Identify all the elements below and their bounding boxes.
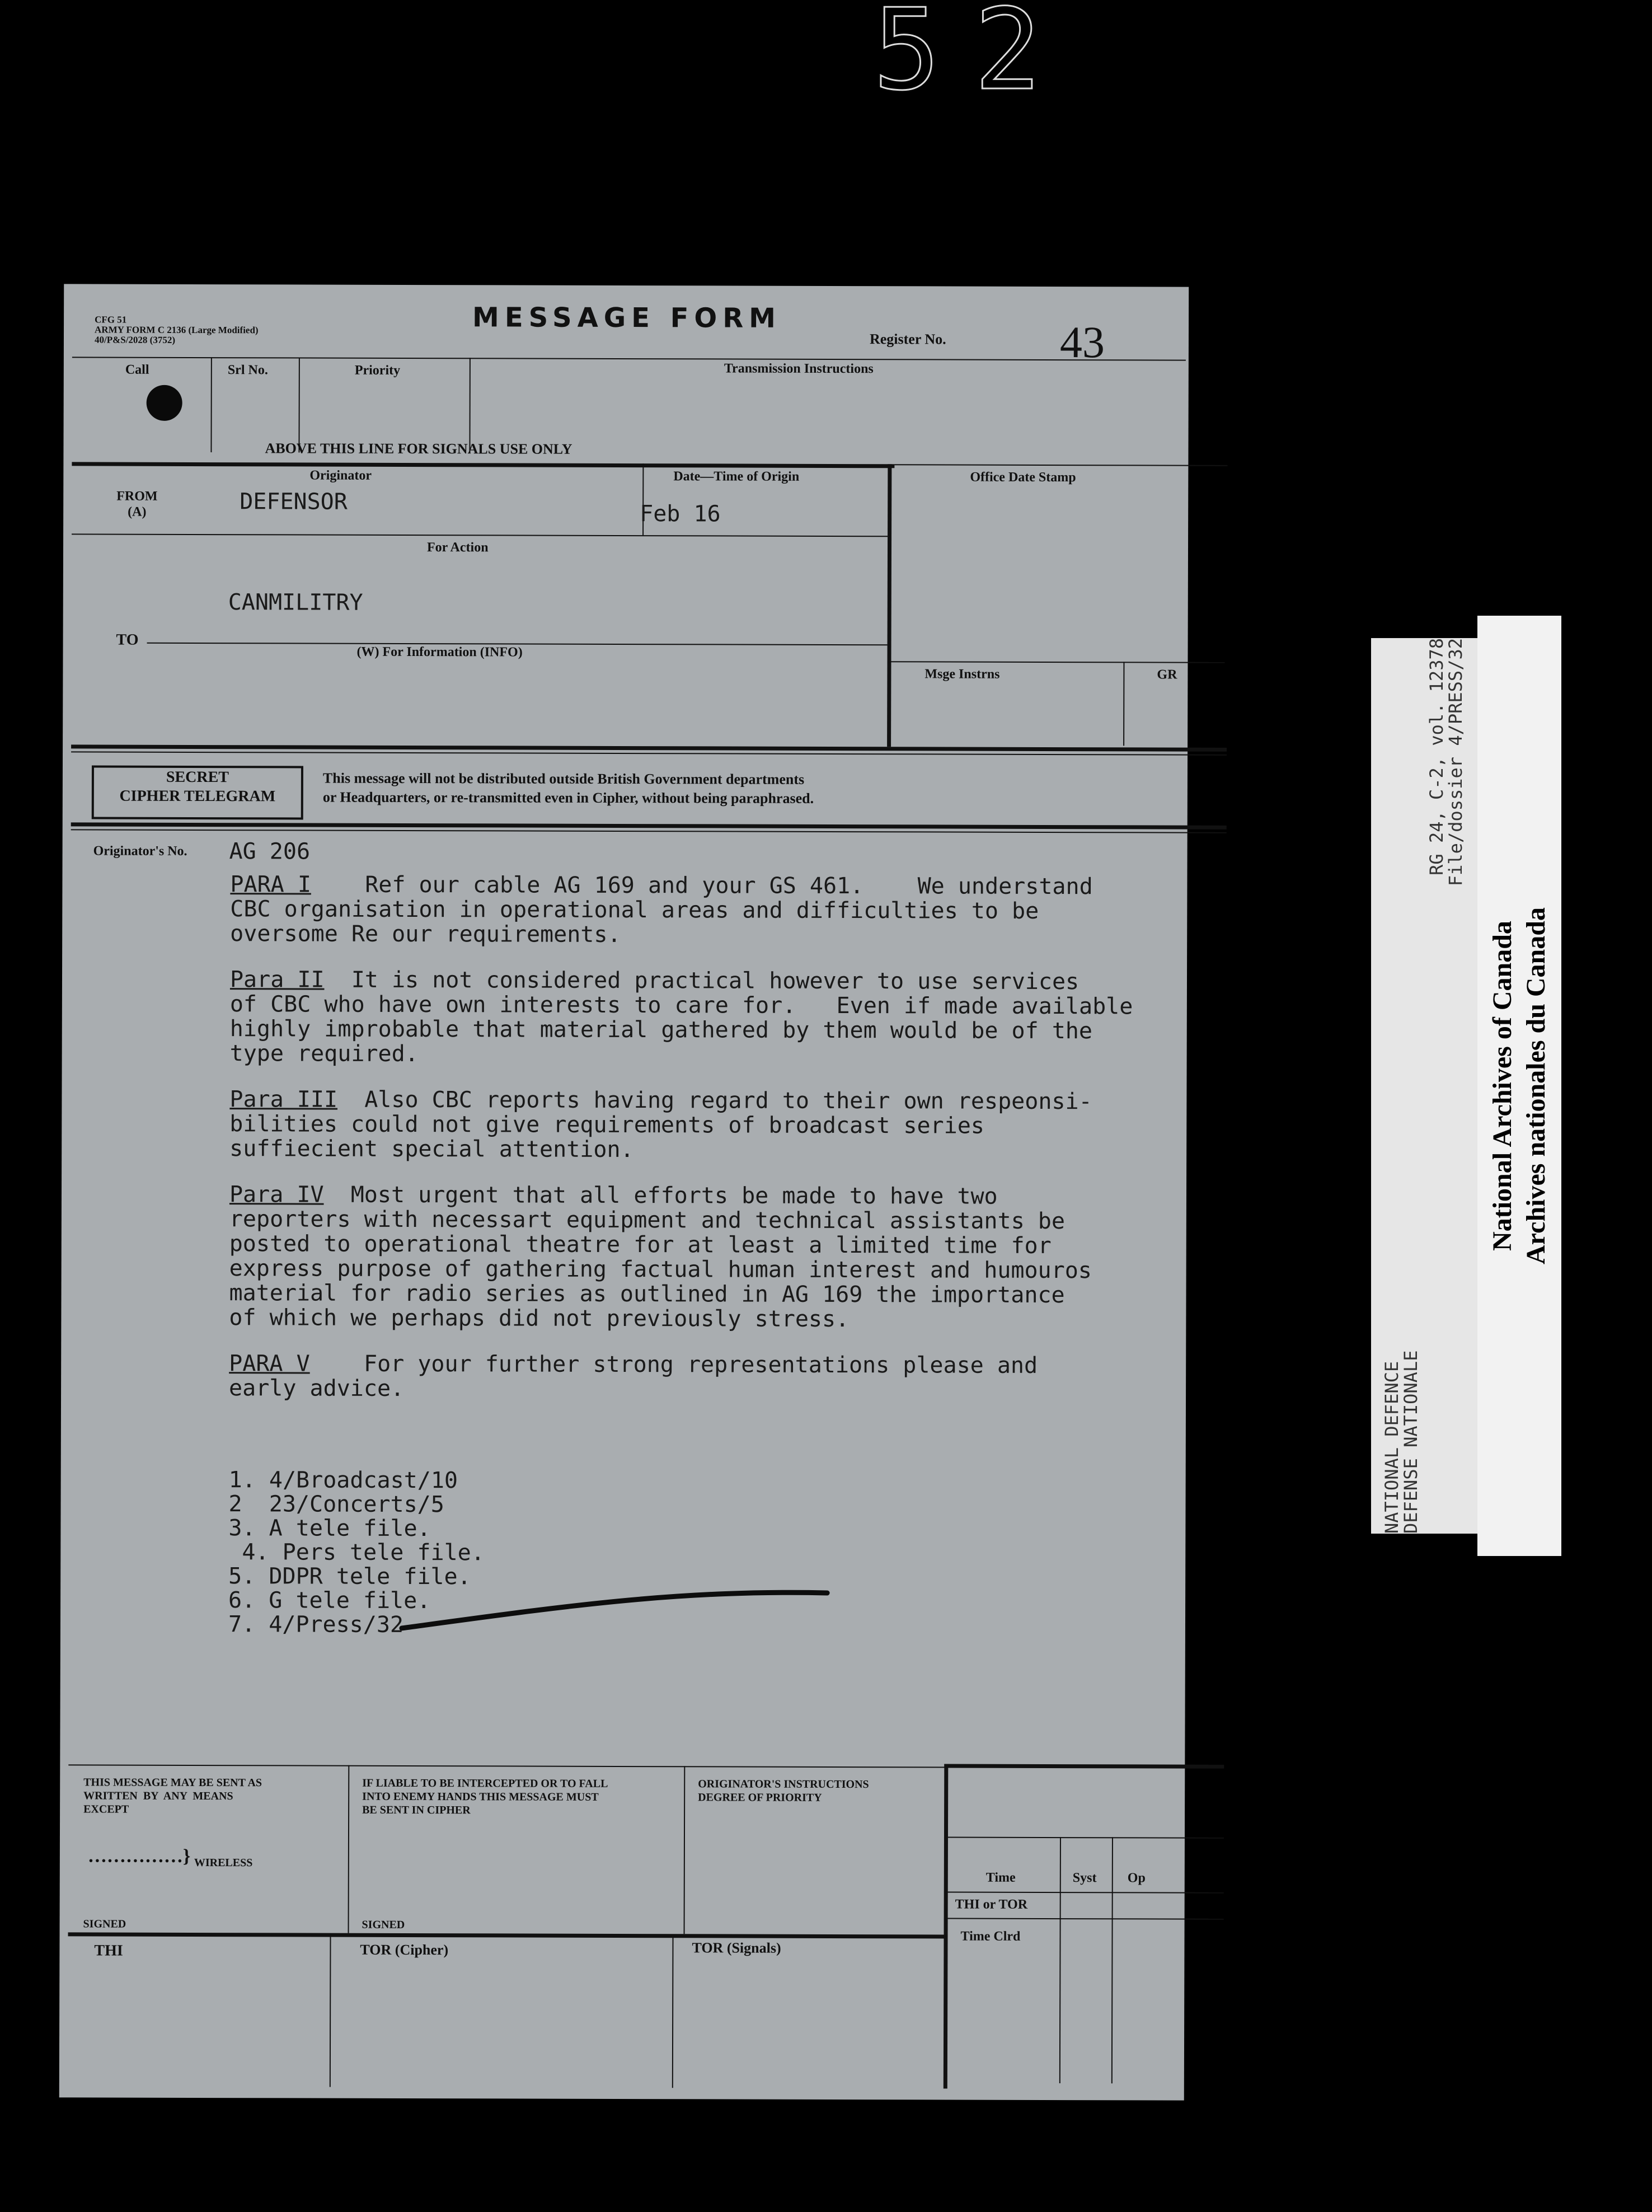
distribution-item: 4. Pers tele file. bbox=[228, 1539, 485, 1566]
archive-name-en: National Archives of Canada bbox=[1487, 921, 1517, 1251]
register-number: 43 bbox=[1059, 318, 1105, 368]
distribution-item: 6. G tele file. bbox=[228, 1587, 431, 1614]
paragraph-text: For your further strong representations please and early advice. bbox=[229, 1351, 1038, 1402]
call-header: Call bbox=[125, 362, 149, 377]
archive-name-label bbox=[1477, 616, 1561, 1556]
syst-header: Syst bbox=[1072, 1871, 1097, 1886]
brace: ……………} bbox=[87, 1845, 191, 1867]
gr-label: GR bbox=[1157, 667, 1177, 682]
distribution-item: 3. A tele file. bbox=[228, 1515, 431, 1542]
from-label: FROM (A) bbox=[116, 489, 158, 519]
form-code-line: CFG 51 bbox=[95, 314, 127, 325]
paragraph-label: PARA V bbox=[229, 1351, 310, 1377]
for-action-label: For Action bbox=[426, 540, 489, 555]
wireless-label: WIRELESS bbox=[194, 1856, 253, 1869]
op-header: Op bbox=[1127, 1871, 1146, 1886]
tor-cipher-label: TOR (Cipher) bbox=[360, 1941, 449, 1958]
transmission-header: Transmission Instructions bbox=[724, 361, 874, 377]
archive-reference-label bbox=[1371, 638, 1477, 1534]
department-line: NATIONAL DEFENCE bbox=[1381, 1361, 1402, 1534]
time-header: Time bbox=[985, 1870, 1016, 1885]
distribution-item: 1. 4/Broadcast/10 bbox=[228, 1467, 458, 1494]
reference-line: File/dossier 4/PRESS/32 bbox=[1445, 638, 1466, 887]
thi-tor-label: THI or TOR bbox=[955, 1897, 1028, 1912]
paragraph-label: PARA I bbox=[230, 871, 311, 898]
originator-value: DEFENSOR bbox=[240, 489, 348, 515]
pen-stroke bbox=[59, 284, 1189, 2100]
register-label: Register No. bbox=[869, 331, 946, 348]
info-label: (W) For Information (INFO) bbox=[356, 644, 523, 660]
form-code-line: ARMY FORM C 2136 (Large Modified) bbox=[95, 324, 259, 336]
secret-notice: This message will not be distributed outside British Government departments or Headquarters, or re-transmitted even in Cipher, without being paraphrased. bbox=[322, 770, 814, 807]
signed-label: SIGNED bbox=[83, 1918, 126, 1930]
distribution-item: 7. 4/Press/32 bbox=[228, 1611, 404, 1638]
archive-name-fr: Archives nationales du Canada bbox=[1521, 907, 1551, 1264]
paragraph-text: Also CBC reports having regard to their own respeonsi- bilities could not give requirements of broadcast series suffiecient special attention. bbox=[229, 1086, 1092, 1163]
signals-use-line: ABOVE THIS LINE FOR SIGNALS USE ONLY bbox=[265, 440, 572, 457]
reference-line: RG 24, C-2, vol. 12378 bbox=[1426, 638, 1447, 875]
paragraph-text: Most urgent that all efforts be made to have two reporters with necessart equipment and technical assistants be posted to operational theatre for at least a limited time for express purpose of gathering factual human interest and humouros material for radio series as outlined in AG 169 the importance of which we perhaps did not previously stress. bbox=[229, 1182, 1092, 1333]
distribution-item: 2 23/Concerts/5 bbox=[228, 1491, 444, 1518]
reference-lines bbox=[1427, 638, 1465, 886]
date-value: Feb 16 bbox=[640, 501, 721, 527]
originators-no-label: Originator's No. bbox=[93, 843, 187, 859]
msge-instrns-label: Msge Instrns bbox=[924, 667, 1000, 682]
form-title: MESSAGE FORM bbox=[472, 302, 782, 334]
message-form-sheet bbox=[59, 284, 1189, 2100]
form-code-line: 40/P&S/2028 (3752) bbox=[94, 334, 176, 345]
srl-header: Srl No. bbox=[227, 363, 268, 378]
cipher-telegram-label: CIPHER TELEGRAM bbox=[119, 787, 276, 805]
signed-label: SIGNED bbox=[362, 1918, 405, 1931]
cipher-instruction: IF LIABLE TO BE INTERCEPTED OR TO FALL INTO ENEMY HANDS THIS MESSAGE MUST BE SENT IN CIPHER bbox=[362, 1777, 608, 1817]
originators-no-value: AG 206 bbox=[229, 838, 311, 865]
office-stamp-label: Office Date Stamp bbox=[970, 470, 1076, 485]
film-frame-number: 52 bbox=[873, 0, 1075, 115]
paragraph-label: Para II bbox=[229, 967, 325, 993]
originator-instructions: ORIGINATOR'S INSTRUCTIONS DEGREE OF PRIORITY bbox=[698, 1778, 869, 1804]
priority-header: Priority bbox=[354, 363, 401, 378]
paragraph-label: Para III bbox=[229, 1086, 338, 1113]
thi-label: THI bbox=[94, 1942, 123, 1960]
tor-signals-label: TOR (Signals) bbox=[692, 1939, 781, 1956]
time-clrd-label: Time Clrd bbox=[960, 1929, 1021, 1944]
rule bbox=[944, 1764, 1224, 1769]
originator-label: Originator bbox=[309, 468, 372, 483]
department-lines bbox=[1382, 1350, 1420, 1534]
distribution-item: 5. DDPR tele file. bbox=[228, 1563, 471, 1590]
paragraph-text: Ref our cable AG 169 and your GS 461. We understand CBC organisation in operational areas and difficulties to be oversome Re our requirements. bbox=[230, 871, 1093, 948]
paragraph-text: It is not considered practical however to use services of CBC who have own interests to care for. Even if made available highly improbable that material gathered by them would be of the type required. bbox=[229, 967, 1133, 1067]
department-line: DEFENSE NATIONALE bbox=[1400, 1350, 1421, 1534]
paragraph-label: Para IV bbox=[229, 1182, 324, 1208]
to-label: TO bbox=[116, 631, 139, 649]
date-label: Date—Time of Origin bbox=[673, 469, 800, 484]
secret-label: SECRET bbox=[166, 768, 229, 786]
sent-as-text: THIS MESSAGE MAY BE SENT AS WRITTEN BY ANY MEANS EXCEPT bbox=[83, 1776, 262, 1816]
action-value: CANMILITRY bbox=[228, 589, 363, 616]
